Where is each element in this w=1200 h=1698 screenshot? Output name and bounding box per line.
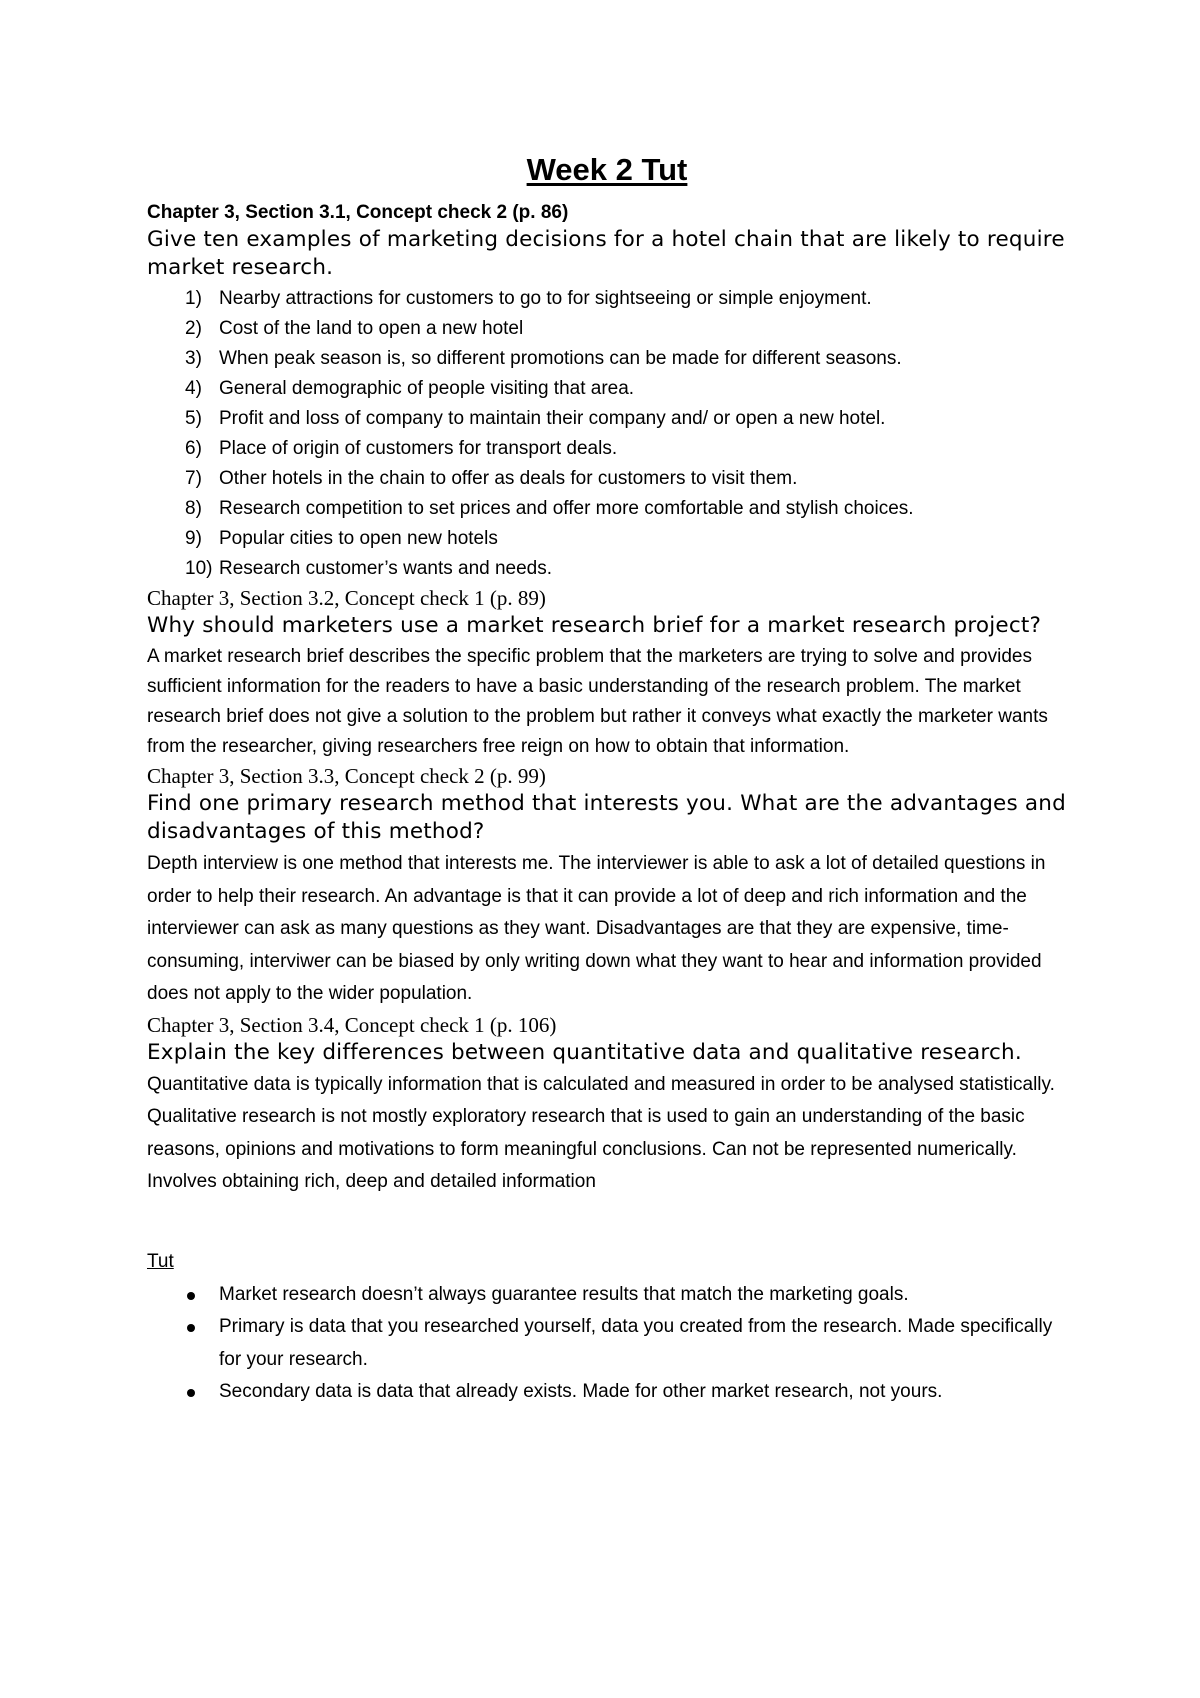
tut-heading: Tut	[147, 1250, 174, 1272]
list-item	[147, 434, 1067, 464]
list-number: 3)	[185, 348, 202, 369]
list-item-text: Place of origin of customers for transport deals.	[219, 438, 618, 459]
section-question: Why should marketers use a market research brief for a market research project?	[147, 613, 1042, 638]
list-item	[147, 374, 1067, 404]
list-item-text: Research competition to set prices and offer more comfortable and stylish choices.	[219, 498, 914, 519]
section-question: Give ten examples of marketing decisions for a hotel chain that are likely to require market research.	[147, 227, 1065, 280]
list-item	[147, 1279, 1067, 1312]
list-item-text: Research customer’s wants and needs.	[219, 558, 553, 579]
list-item	[147, 524, 1067, 554]
list-item-text: Popular cities to open new hotels	[219, 528, 498, 549]
answer-list	[147, 284, 1067, 584]
list-item	[147, 1376, 1067, 1409]
list-item	[147, 314, 1067, 344]
list-number: 5)	[185, 408, 202, 429]
section-answer: Quantitative data is typically information that is calculated and measured in order to be analysed statistically. Qualitative research is not mostly exploratory research that is used to gain an understanding of the basic reasons, opinions and motivations to form meaningful conclusions. Can not be represented numerically. Involves obtaining rich, deep and detailed information	[147, 1073, 1055, 1192]
list-item	[147, 284, 1067, 314]
list-number: 10)	[185, 558, 213, 579]
list-item	[147, 554, 1067, 584]
list-number: 8)	[185, 498, 202, 519]
section-question: Explain the key differences between quantitative data and qualitative research.	[147, 1039, 1022, 1065]
tut-bullet-list	[147, 1279, 1067, 1409]
list-number: 6)	[185, 438, 202, 459]
list-item-text: General demographic of people visiting that area.	[219, 378, 635, 399]
section-question: Find one primary research method that interests you. What are the advantages and disadvantages of this method?	[147, 791, 1066, 844]
list-item	[147, 344, 1067, 374]
list-item-text: Profit and loss of company to maintain their company and/ or open a new hotel.	[219, 408, 886, 429]
list-item	[147, 494, 1067, 524]
document-page	[147, 150, 1067, 1409]
list-item-text: Nearby attractions for customers to go to for sightseeing or simple enjoyment.	[219, 288, 872, 309]
section-heading: Chapter 3, Section 3.2, Concept check 1 (p. 89)	[147, 586, 546, 610]
list-number: 4)	[185, 378, 202, 399]
section-heading: Chapter 3, Section 3.4, Concept check 1 (p. 106)	[147, 1012, 557, 1037]
list-number: 7)	[185, 468, 202, 489]
list-item	[147, 464, 1067, 494]
list-number: 9)	[185, 528, 202, 549]
bullet-icon	[187, 1324, 195, 1332]
page-title: Week 2 Tut	[526, 152, 688, 187]
list-item-text: Primary is data that you researched yourself, data you created from the research. Made specifically for your research.	[219, 1316, 1053, 1370]
list-item	[147, 1311, 1067, 1376]
list-number: 2)	[185, 318, 202, 339]
list-item	[147, 404, 1067, 434]
list-number: 1)	[185, 288, 202, 309]
section-answer: Depth interview is one method that interests me. The interviewer is able to ask a lot of detailed questions in order to help their research. An advantage is that it can provide a lot of deep and rich information and the interviewer can ask as many questions as they want. Disadvantages are that they are expensive, time-consuming, interviwer can be biased by only writing down what they want to hear and information provided does not apply to the wider population.	[147, 853, 1046, 1004]
section-answer: A market research brief describes the specific problem that the marketers are trying to solve and provides sufficient information for the readers to have a basic understanding of the research problem. The market research brief does not give a solution to the problem but rather it conveys what exactly the marketer wants from the researcher, giving researchers free reign on how to obtain that information.	[147, 646, 1048, 757]
list-item-text: Cost of the land to open a new hotel	[219, 318, 524, 339]
section-heading: Chapter 3, Section 3.1, Concept check 2 (p. 86)	[147, 202, 569, 223]
bullet-icon	[187, 1389, 195, 1397]
bullet-icon	[187, 1292, 195, 1300]
list-item-text: Other hotels in the chain to offer as deals for customers to visit them.	[219, 468, 798, 489]
list-item-text: When peak season is, so different promotions can be made for different seasons.	[219, 348, 902, 369]
list-item-text: Market research doesn’t always guarantee results that match the marketing goals.	[219, 1283, 909, 1305]
section-heading: Chapter 3, Section 3.3, Concept check 2 (p. 99)	[147, 764, 546, 788]
list-item-text: Secondary data is data that already exists. Made for other market research, not yours.	[219, 1381, 943, 1402]
